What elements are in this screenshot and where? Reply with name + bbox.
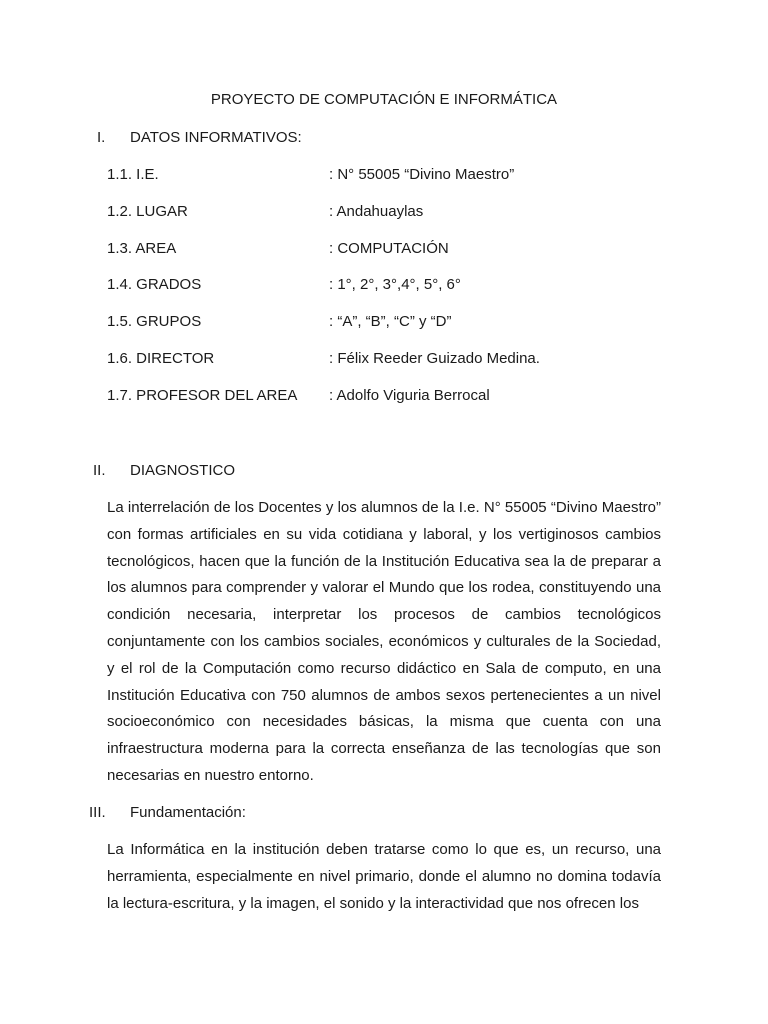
section-number: III. (89, 804, 106, 821)
info-label: 1.1. I.E. (107, 166, 159, 183)
section-diagnostico-heading (93, 462, 393, 482)
info-value: : 1°, 2°, 3°,4°, 5°, 6° (329, 276, 461, 293)
document-title: PROYECTO DE COMPUTACIÓN E INFORMÁTICA (210, 91, 558, 108)
section-title: Fundamentación: (130, 804, 246, 821)
section-fundamentacion-heading (89, 804, 389, 824)
info-label: 1.7. PROFESOR DEL AREA (107, 387, 298, 404)
section-datos-heading (97, 129, 397, 149)
info-value: : “A”, “B”, “C” y “D” (329, 313, 452, 330)
info-value: : Adolfo Viguria Berrocal (329, 387, 490, 404)
fundamentacion-paragraph: La Informática en la institución deben tratarse como lo que es, un recurso, una herramienta, especialmente en nivel primario, donde el alumno no domina todavía la lectura-escritura, y la imagen, el sonido y la interactividad que nos ofrecen los (107, 841, 661, 912)
info-value: : Andahuaylas (329, 203, 424, 220)
section-title: DIAGNOSTICO (130, 462, 236, 479)
info-value: : COMPUTACIÓN (329, 240, 449, 257)
info-label: 1.2. LUGAR (107, 203, 188, 220)
info-row-ie (107, 166, 707, 186)
info-row-area (107, 240, 707, 260)
info-value: : Félix Reeder Guizado Medina. (329, 350, 540, 367)
info-label: 1.6. DIRECTOR (107, 350, 215, 367)
info-row-lugar (107, 203, 707, 223)
info-row-profesor (107, 387, 707, 407)
diagnostico-paragraph: La interrelación de los Docentes y los alumnos de la I.e. N° 55005 “Divino Maestro” con formas artificiales en su vida cotidiana y laboral, y los vertiginosos cambios tecnológicos, hacen que la función de la Institución Educativa sea la de preparar a los alumnos para comprender y valorar el Mundo que los rodea, constituyendo una condición necesaria, interpretar los procesos de cambios tecnológicos conjuntamente con los cambios sociales, económicos y culturales de la Sociedad, y el rol de la Computación como recurso didáctico en Sala de computo, en una Institución Educativa con 750 alumnos de ambos sexos pertenecientes a un nivel socioeconómico con necesidades básicas, la misma que cuenta con una infraestructura moderna para la correcta enseñanza de las tecnologías que son necesarias en nuestro entorno. (107, 499, 661, 784)
info-label: 1.3. AREA (107, 240, 177, 257)
info-row-grados (107, 276, 707, 296)
info-row-grupos (107, 313, 707, 333)
info-row-director (107, 350, 707, 370)
info-label: 1.5. GRUPOS (107, 313, 202, 330)
section-number: I. (97, 129, 106, 146)
info-label: 1.4. GRADOS (107, 276, 202, 293)
section-title: DATOS INFORMATIVOS: (130, 129, 302, 146)
info-value: : N° 55005 “Divino Maestro” (329, 166, 515, 183)
section-number: II. (93, 462, 106, 479)
